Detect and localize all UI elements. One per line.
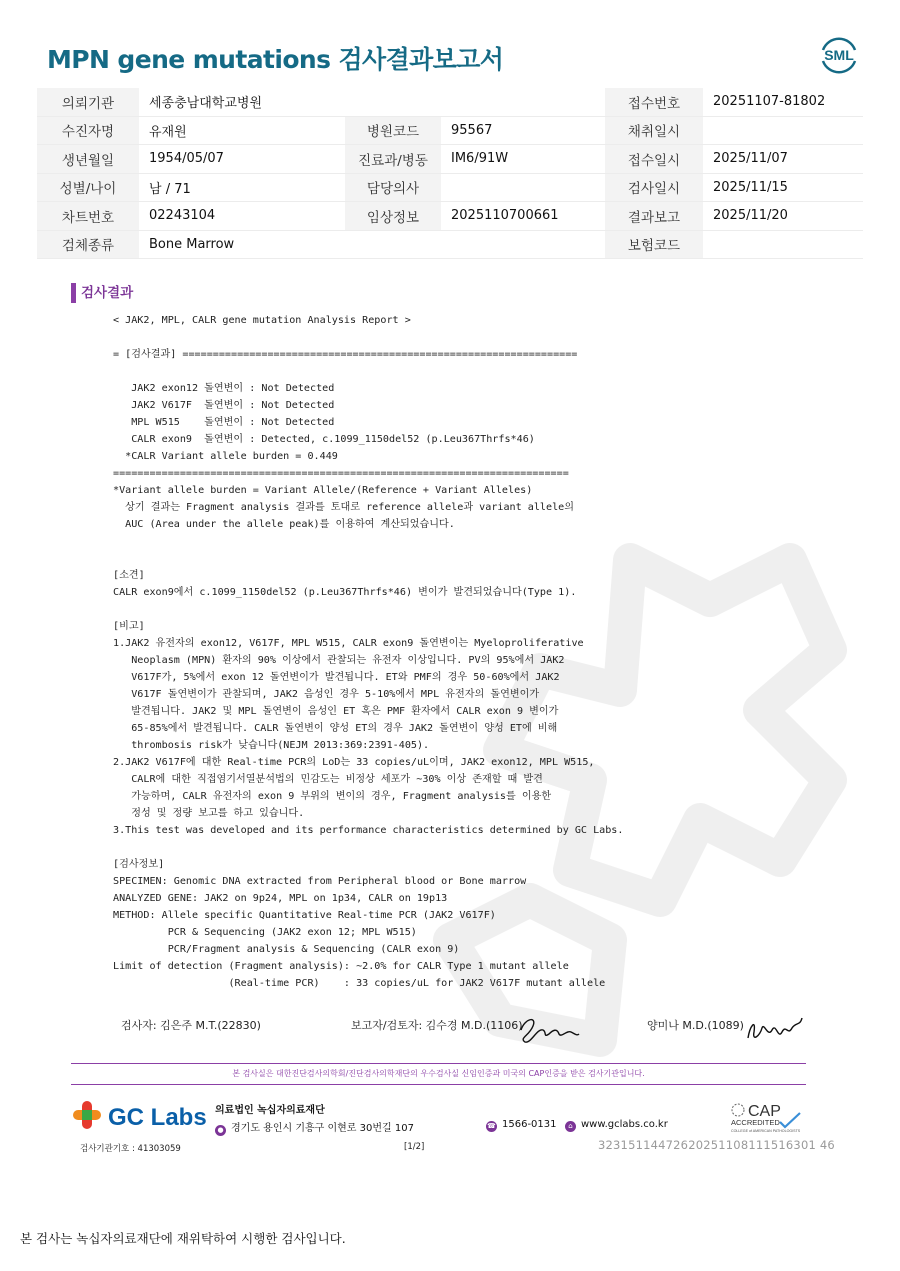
- info-row: [37, 145, 863, 174]
- footer-divider-top: [71, 1063, 806, 1064]
- report-line: [113, 363, 623, 380]
- report-line: [비고]: [113, 621, 145, 632]
- report-line: V617F 돌연변이가 관찰되며, JAK2 음성인 경우 5-10%에서 MPL 유전자의 돌연변이가: [113, 689, 540, 700]
- report-line: Neoplasm (MPN) 환자의 90% 이상에서 관찰되는 유전자 이상입니다. PV의 95%에서 JAK2: [113, 655, 565, 666]
- lab-id: 검사기관기호 : 41303059: [80, 1144, 181, 1154]
- info-value: 2025/11/15: [703, 173, 863, 202]
- info-label: 접수일시: [605, 145, 703, 174]
- report-line: [113, 601, 623, 618]
- info-value: 20251107-81802: [703, 88, 863, 116]
- report-line: 65-85%에서 발견됩니다. CALR 돌연변이 양성 ET의 경우 JAK2 돌연변이 양성 ET에 비해: [113, 723, 558, 734]
- report-line: 발견됩니다. JAK2 및 MPL 돌연변이 음성인 ET 혹은 PMF 환자에서 CALR exon 9 변이가: [113, 706, 559, 717]
- report-line: 상기 결과는 Fragment analysis 결과를 토대로 reference allele과 variant allele의: [113, 502, 574, 513]
- phone-icon: ☎: [487, 1122, 496, 1130]
- report-title: MPN gene mutations 검사결과보고서: [47, 45, 504, 74]
- report-line: *Variant allele burden = Variant Allele/(Reference + Variant Alleles): [113, 485, 533, 496]
- certification-note: 본 검사실은 대한진단검사의학회/진단검사의학재단의 우수검사실 신임인증과 미국의 CAP인증을 받은 검사기관입니다.: [232, 1069, 645, 1078]
- report-line: *CALR Variant allele burden = 0.449: [113, 451, 338, 462]
- report-line: [113, 329, 623, 346]
- gc-labs-brand-text: GC Labs: [108, 1104, 207, 1131]
- info-label: 수진자명: [37, 116, 139, 145]
- info-label: 차트번호: [37, 202, 139, 231]
- report-line: 1.JAK2 유전자의 exon12, V617F, MPL W515, CALR exon9 돌연변이는 Myeloproliferative: [113, 638, 584, 649]
- info-value: 1954/05/07: [139, 145, 345, 174]
- info-value: 2025/11/07: [703, 145, 863, 174]
- report-line: thrombosis risk가 낮습니다(NEJM 2013:369:2391-405).: [113, 740, 430, 751]
- info-label: 병원코드: [345, 116, 441, 145]
- report-line: = [검사결과] =================================================================: [113, 349, 578, 360]
- info-value: 유재원: [139, 116, 345, 145]
- report-line: [113, 550, 623, 567]
- info-value: 2025110700661: [441, 202, 605, 231]
- phone-contact: ☎ 1566-0131: [487, 1119, 557, 1130]
- info-row: [37, 116, 863, 145]
- info-value: 남 / 71: [139, 173, 345, 202]
- info-label: 진료과/병동: [345, 145, 441, 174]
- patient-info-table: [37, 88, 863, 259]
- report-line: PCR/Fragment analysis & Sequencing (CALR exon 9): [113, 944, 460, 955]
- report-line: [소견]: [113, 570, 145, 581]
- report-line: CALR exon9에서 c.1099_1150del52 (p.Leu367Thrfs*46) 변이가 발견되었습니다(Type 1).: [113, 587, 577, 598]
- report-line: [113, 533, 623, 550]
- report-line: 3.This test was developed and its performance characteristics determined by GC Labs.: [113, 825, 624, 836]
- info-label: 검체종류: [37, 230, 139, 259]
- cap-accredited-logo: [728, 1100, 808, 1134]
- report-line: CALR에 대한 직접염기서열분석법의 민감도는 비정상 세포가 ~30% 이상 존재할 때 발견: [113, 774, 543, 785]
- sml-logo-text: SML: [824, 47, 854, 63]
- info-value: 세종충남대학교병원: [139, 88, 345, 116]
- info-label: 임상정보: [345, 202, 441, 231]
- report-line: 정성 및 정량 보고를 하고 있습니다.: [113, 808, 305, 819]
- physician-handwritten-signature: [742, 1008, 806, 1048]
- info-label: 결과보고: [605, 202, 703, 231]
- report-line: 가능하며, CALR 유전자의 exon 9 부위의 변이의 경우, Fragment analysis를 이용한: [113, 791, 552, 802]
- info-label: 채취일시: [605, 116, 703, 145]
- info-value: 02243104: [139, 202, 345, 231]
- info-label: 보험코드: [605, 230, 703, 259]
- report-line: ANALYZED GENE: JAK2 on 9p24, MPL on 1p34, CALR on 19p13: [113, 893, 448, 904]
- barcode-number: 32315114472620251108111516301 46: [598, 1138, 835, 1152]
- reporter-handwritten-signature: [515, 1008, 581, 1048]
- info-row: [37, 88, 863, 116]
- report-line: CALR exon9 돌연변이 : Detected, c.1099_1150del52 (p.Leu367Thrfs*46): [113, 434, 535, 445]
- report-line: MPL W515 돌연변이 : Not Detected: [113, 417, 335, 428]
- info-value: 2025/11/20: [703, 202, 863, 231]
- report-line: SPECIMEN: Genomic DNA extracted from Peripheral blood or Bone marrow: [113, 876, 527, 887]
- reporter-signature-label: 보고자/검토자: 김수경 M.D.(1106): [351, 1019, 523, 1032]
- report-line: PCR & Sequencing (JAK2 exon 12; MPL W515): [113, 927, 417, 938]
- section-heading: 검사결과: [71, 283, 133, 303]
- tester-signature-label: 검사자: 김은주 M.T.(22830): [121, 1019, 261, 1032]
- info-row: [37, 230, 863, 259]
- info-row: [37, 173, 863, 202]
- info-row: [37, 202, 863, 231]
- outsourcing-note: 본 검사는 녹십자의료재단에 재위탁하여 시행한 검사입니다.: [20, 1231, 346, 1246]
- info-value: [441, 173, 605, 202]
- report-body: [113, 312, 623, 992]
- physician-signature-label: 양미나 M.D.(1089): [647, 1019, 744, 1032]
- gc-labs-logo: [70, 1098, 210, 1132]
- info-value: 95567: [441, 116, 605, 145]
- report-line: ===========================================================================: [113, 468, 569, 479]
- report-line: [113, 839, 623, 856]
- home-icon: ⌂: [565, 1121, 576, 1132]
- info-value: IM6/91W: [441, 145, 605, 174]
- info-label: [345, 230, 441, 259]
- website-contact[interactable]: ⌂ www.gclabs.co.kr: [565, 1119, 668, 1132]
- info-label: 성별/나이: [37, 173, 139, 202]
- report-line: AUC (Area under the allele peak)를 이용하여 계산되었습니다.: [113, 519, 455, 530]
- info-label: 생년월일: [37, 145, 139, 174]
- report-line: JAK2 exon12 돌연변이 : Not Detected: [113, 383, 335, 394]
- page-number: [1/2]: [404, 1142, 425, 1152]
- svg-text:ACCREDITED: ACCREDITED: [731, 1118, 780, 1127]
- report-line: Limit of detection (Fragment analysis): ~2.0% for CALR Type 1 mutant allele: [113, 961, 569, 972]
- report-line: (Real-time PCR) : 33 copies/uL for JAK2 V617F mutant allele: [113, 978, 606, 989]
- organization-name: 의료법인 녹십자의료재단: [215, 1105, 325, 1116]
- info-label: 접수번호: [605, 88, 703, 116]
- sml-logo: [815, 30, 863, 78]
- svg-text:CAP: CAP: [748, 1103, 781, 1120]
- info-value: [703, 230, 863, 259]
- report-line: < JAK2, MPL, CALR gene mutation Analysis Report >: [113, 315, 411, 326]
- info-value: [441, 88, 605, 116]
- info-label: [345, 88, 441, 116]
- report-line: [검사정보]: [113, 859, 165, 870]
- svg-text:COLLEGE of AMERICAN PATHOLOGIS: COLLEGE of AMERICAN PATHOLOGISTS: [731, 1129, 801, 1133]
- report-line: JAK2 V617F 돌연변이 : Not Detected: [113, 400, 335, 411]
- report-line: 2.JAK2 V617F에 대한 Real-time PCR의 LoD는 33 copies/uL이며, JAK2 exon12, MPL W515,: [113, 757, 595, 768]
- footer-divider-bottom: [71, 1084, 806, 1085]
- report-line: V617F가, 5%에서 exon 12 돌연변이가 발견됩니다. ET와 PMF의 경우 50-60%에서 JAK2: [113, 672, 560, 683]
- info-label: 의뢰기관: [37, 88, 139, 116]
- info-label: 검사일시: [605, 173, 703, 202]
- info-value: [441, 230, 605, 259]
- info-value: [703, 116, 863, 145]
- organization-address: ● 경기도 용인시 기흥구 이현로 30번길 107: [215, 1119, 414, 1136]
- report-line: METHOD: Allele specific Quantitative Real-time PCR (JAK2 V617F): [113, 910, 496, 921]
- location-icon: ●: [215, 1125, 226, 1136]
- info-value: Bone Marrow: [139, 230, 345, 259]
- info-label: 담당의사: [345, 173, 441, 202]
